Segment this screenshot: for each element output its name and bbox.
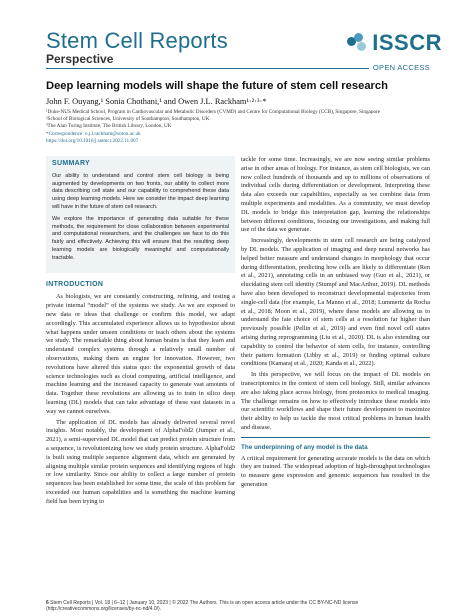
right-column bbox=[241, 156, 430, 492]
affiliation-3: ³The Alan Turing Institute, The British Library, London, UK bbox=[46, 123, 172, 130]
body-paragraph: tackle for some time. Increasingly, we are now seeing similar problems arise in other areas of biology. For instance, as stem cell biologists, we can now collect hundreds of thousands and up to millions of observations of individual cells during differentiation or development. Interpreting these data also exceeds our capabilities, especially as we combine data from multiple experiments and modalities. As a community, we must develop DL models to bridge this interpretation gap, learning the relationships between different conditions, focusing our investigations, and making full use of the data we generate. bbox=[241, 156, 430, 234]
doi-link[interactable]: https://doi.org/10.1016/j.stemcr.2022.11.007 bbox=[46, 137, 139, 144]
isscr-logo-text: ISSCR bbox=[372, 30, 442, 55]
summary-paragraph: Our ability to understand and control stem cell biology is being augmented by developments on two fronts, our ability to collect more data describing cell state and our capability to comprehend these data using deep learning models. Here we consider the impact deep learning will have in the future of stem cell research. bbox=[52, 172, 229, 210]
footer-license: This is an open access article under the CC BY-NC-ND license (http://creativecommons.org/licenses/by-nc-nd/4.0/). bbox=[46, 600, 359, 612]
article-title: Deep learning models will shape the future of stem cell research bbox=[46, 80, 388, 92]
introduction-heading: INTRODUCTION bbox=[46, 280, 104, 288]
article-authors: John F. Ouyang,¹ Sonia Chothani,¹ and Owen J.L. Rackham¹·²·³·* bbox=[46, 97, 267, 106]
body-paragraph: In this perspective, we will focus on the impact of DL models on transcriptomics in the context of stem cell biology. Still, similar advances are also taking place across biology, from proteomics to medical imaging. The challenge remains on how to effectively introduce these models into our scientific workflows and shape their future development to maximize their ability to help us tackle the most critical problems in human health and disease. bbox=[241, 371, 430, 431]
correspondence-email[interactable]: *Correspondence: o.j.l.rackham@soton.ac.uk bbox=[46, 130, 141, 137]
affiliation-1: ¹Duke-NUS Medical School, Program in Cardiovascular and Metabolic Disorders (CVMD) and Centre for Computational Biology (CCB), Singapore, Singapore bbox=[46, 109, 381, 115]
body-paragraph: A critical requirement for generating accurate models is the data on which they are trained. The widespread adoption of high-throughput technologies to measure gene expression and genomic sequences has resulted in the generation bbox=[241, 454, 430, 488]
page-number: 6 bbox=[46, 600, 49, 606]
affiliation-2: ²School of Biological Sciences, University of Southampton, Southampton, UK bbox=[46, 116, 210, 123]
journal-name: Stem Cell Reports bbox=[46, 28, 228, 53]
body-paragraph: As biologists, we are constantly constructing, refining, and testing a private internal “model” of the systems we study. As we are exposed to new data or ideas that challenge or confirm this model, we adapt accordingly. This accumulated experience allows us to hypothesize about what happens under unseen conditions or teach others about the systems we study. The remarkable thing about human brains is that they learn and understand complex systems through a relatively small number of observations, making them an engine for innovation. However, two revolutions have altered this status quo: the exponential growth of data science technologies such as cloud computing, artificial intelligence, and machine learning and the increased capacity to generate vast amounts of data. Together these revolutions are allowing us to train in silico deep learning (DL) models that can take advantage of these vast datasets in a way we cannot ourselves. bbox=[46, 293, 235, 415]
summary-box bbox=[46, 156, 235, 273]
left-column bbox=[46, 156, 235, 508]
page-footer bbox=[46, 600, 436, 612]
affiliations bbox=[46, 109, 430, 145]
body-paragraph: Increasingly, developments in stem cell research are being catalyzed by DL models. The application of imaging and deep neural networks has helped better measure and understand changes in morphology that occur during differentiation, predicting how cells are likely to differentiate (Ren et al., 2021), annotating cells in an unbiased way (Guo et al., 2021), or elucidating stem cell identity (Stumpf and MacArthur, 2019). DL methods have also been developed to reconstruct developmental trajectories from single-cell data (for example, La Manno et al., 2018; Lummertz da Rocha et al., 2018; Moon et al., 2019), where these models are allowing us to understand the fate choice of stem cells at a resolution far higher than previously possible (Pellin et al., 2019) and even find novel cell states arising during reprogramming (Liu et al., 2020). DL is also extending our capability to control the behavior of stem cells, for instance, controlling their pattern formation (Libby et al., 2019) or finding optimal culture conditions (Kamaraj et al., 2020; Kanda et al., 2022). bbox=[241, 237, 430, 368]
section-divider bbox=[241, 437, 430, 438]
isscr-logo bbox=[347, 30, 442, 56]
footer-citation: Stem Cell Reports | Vol. 18 | 6–12 | January 10, 2023 | © 2022 The Authors. bbox=[50, 600, 218, 606]
open-access-badge: OPEN ACCESS bbox=[369, 63, 430, 72]
summary-paragraph: We explore the importance of generating data suitable for these methods, the requirement for close collaboration between experimental and computational researchers, and the challenges we face to do this fairly and effectively. Achieving this will ensure that the resulting deep learning models are biologically meaningful and computationally tractable. bbox=[52, 215, 229, 261]
body-paragraph: The application of DL models has already delivered several novel insights. Most notably, the development of AlphaFold2 (Jumper et al., 2021), a semi-supervised DL model that can predict protein structure from a sequence, is revolutionizing how we study protein structure. AlphaFold2 is built using multiple sequence alignment data, which are generated by aligning multiple similar protein sequences and identifying regions of high or low similarity. Since our ability to collect a large number of protein sequences has been established for some time, the scale of this problem far exceeded our human capabilities and is something the machine learning field has been trying to bbox=[46, 418, 235, 505]
subsection-heading: The underpinning of any model is the data bbox=[241, 443, 368, 451]
isscr-logo-icon bbox=[347, 33, 369, 53]
summary-heading: SUMMARY bbox=[52, 160, 91, 167]
article-type: Perspective bbox=[46, 52, 114, 66]
